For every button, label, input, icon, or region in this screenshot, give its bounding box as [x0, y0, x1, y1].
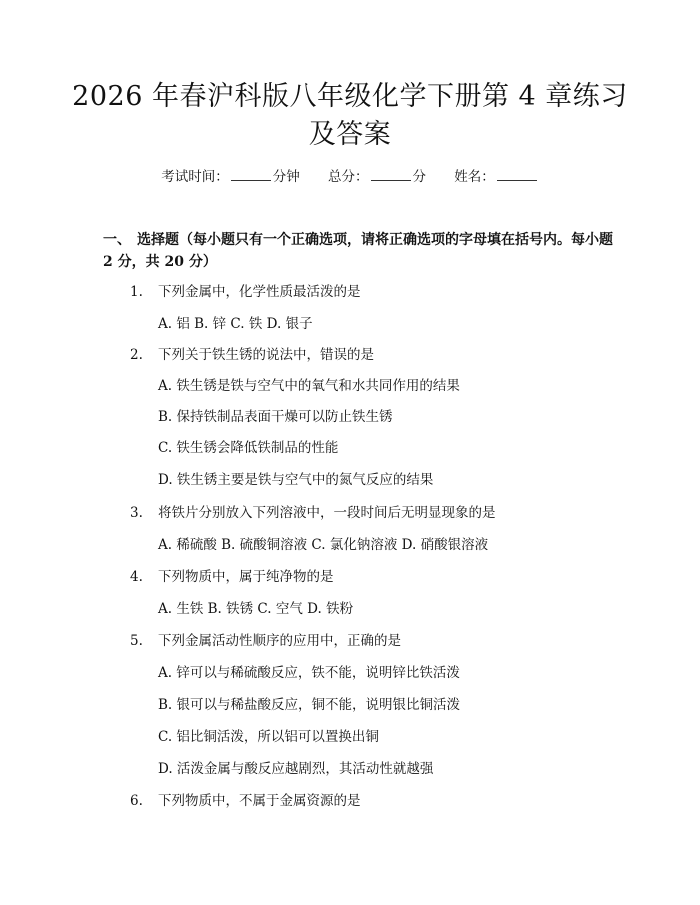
question-text: 下列金属中，化学性质最活泼的是	[158, 284, 361, 300]
section-heading	[103, 229, 613, 273]
question-2-option-b: B. 保持铁制品表面干燥可以防止铁生锈	[158, 409, 393, 425]
question-2-option-a: A. 铁生锈是铁与空气中的氧气和水共同作用的结果	[158, 378, 460, 394]
section-instructions: 选择题（每小题只有一个正确选项，请将正确选项的字母填在括号内。每小题 2 分，共 20 分）	[103, 232, 613, 270]
question-3	[130, 503, 630, 523]
total-score-unit: 分	[412, 169, 426, 185]
question-number: 1.	[130, 284, 143, 300]
question-5-option-b: B. 银可以与稀盐酸反应，铜不能，说明银比铜活泼	[158, 697, 461, 713]
total-score-label: 总分：	[328, 169, 369, 185]
student-name-blank[interactable]	[497, 166, 537, 181]
page-title: 2026 年春沪科版八年级化学下册第 4 章练习及答案	[72, 81, 628, 150]
question-4	[130, 567, 630, 587]
question-number: 4.	[130, 569, 143, 585]
question-5-option-c: C. 铝比铜活泼，所以铝可以置换出铜	[158, 729, 379, 745]
student-name-field	[454, 169, 539, 185]
exam-info-line	[0, 166, 700, 187]
question-4-options: A. 生铁 B. 铁锈 C. 空气 D. 铁粉	[158, 601, 354, 617]
question-3-options: A. 稀硫酸 B. 硫酸铜溶液 C. 氯化钠溶液 D. 硝酸银溶液	[158, 537, 489, 553]
total-score-blank[interactable]	[371, 166, 411, 181]
question-2	[130, 345, 630, 365]
question-2-option-c: C. 铁生锈会降低铁制品的性能	[158, 440, 339, 456]
section-number: 一、	[103, 232, 131, 248]
question-1-options: A. 铝 B. 锌 C. 铁 D. 银子	[158, 316, 313, 332]
question-5	[130, 631, 630, 651]
question-text: 下列金属活动性顺序的应用中，正确的是	[158, 633, 401, 649]
exam-time-field	[161, 169, 304, 185]
exam-time-label: 考试时间：	[161, 169, 229, 185]
question-number: 5.	[130, 633, 143, 649]
question-6	[130, 791, 630, 811]
question-2-option-d: D. 铁生锈主要是铁与空气中的氮气反应的结果	[158, 472, 434, 488]
question-text: 下列物质中，不属于金属资源的是	[158, 793, 361, 809]
question-number: 3.	[130, 505, 143, 521]
question-1	[130, 282, 630, 302]
question-text: 下列物质中，属于纯净物的是	[158, 569, 334, 585]
exam-time-blank[interactable]	[231, 166, 271, 181]
question-text: 将铁片分别放入下列溶液中，一段时间后无明显现象的是	[158, 505, 496, 521]
question-5-option-a: A. 锌可以与稀硫酸反应，铁不能，说明锌比铁活泼	[158, 665, 460, 681]
exam-time-unit: 分钟	[272, 169, 300, 185]
student-name-label: 姓名：	[454, 169, 495, 185]
question-number: 2.	[130, 347, 143, 363]
question-number: 6.	[130, 793, 143, 809]
total-score-field	[328, 169, 430, 185]
question-text: 下列关于铁生锈的说法中，错误的是	[158, 347, 374, 363]
question-5-option-d: D. 活泼金属与酸反应越剧烈，其活动性就越强	[158, 761, 434, 777]
